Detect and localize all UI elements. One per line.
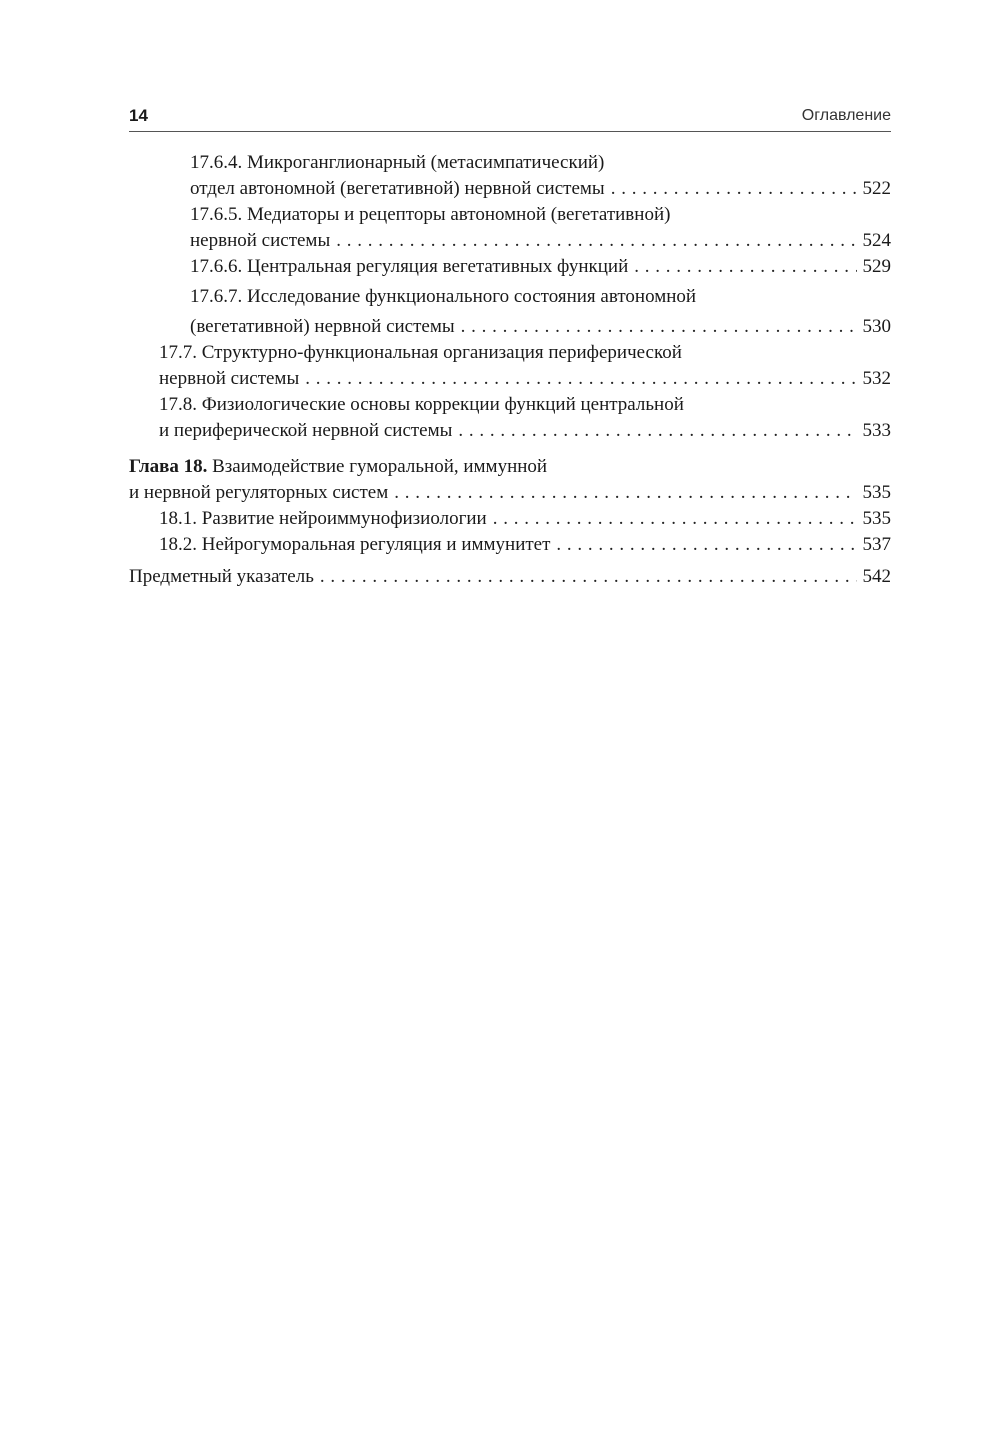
toc-entry-17-6-7[interactable] bbox=[129, 284, 891, 340]
running-title: Оглавление bbox=[801, 107, 891, 124]
chapter-label: Глава 18. bbox=[129, 456, 208, 477]
toc-chapter-18[interactable] bbox=[129, 454, 891, 506]
toc-entry-text: 17.6.5. Медиаторы и рецепторы автономной (вегетативной) bbox=[190, 204, 671, 225]
toc-entry-17-8[interactable] bbox=[129, 392, 891, 444]
toc-entry-text: Взаимодействие гуморальной, иммунной bbox=[212, 456, 548, 477]
toc-entry-text: (вегетативной) нервной системы bbox=[190, 316, 455, 337]
toc-entry-18-2[interactable] bbox=[129, 532, 891, 558]
toc-page-number: 537 bbox=[862, 534, 891, 555]
dot-leader bbox=[394, 480, 856, 506]
toc-entry-text: Предметный указатель bbox=[129, 566, 314, 587]
toc-entry-text: 17.6.4. Микроганглионарный (метасимпатический) bbox=[190, 152, 605, 173]
toc-entry-17-7[interactable] bbox=[129, 340, 891, 392]
toc-entry-text: 17.7. Структурно-функциональная организация периферической bbox=[159, 342, 682, 363]
dot-leader bbox=[336, 228, 856, 254]
dot-leader bbox=[556, 532, 856, 558]
dot-leader bbox=[461, 314, 857, 340]
toc-entry-text: нервной системы bbox=[190, 230, 331, 251]
dot-leader bbox=[634, 254, 856, 280]
toc-page-number: 533 bbox=[862, 420, 891, 441]
toc-entry-text: 17.6.7. Исследование функционального состояния автономной bbox=[190, 286, 697, 307]
toc-page-number: 522 bbox=[862, 178, 891, 199]
toc-entry-text: и нервной регуляторных систем bbox=[129, 482, 389, 503]
toc-entry-17-6-6[interactable] bbox=[129, 254, 891, 280]
dot-leader bbox=[320, 564, 857, 590]
toc-entry-17-6-5[interactable] bbox=[129, 202, 891, 254]
table-of-contents bbox=[129, 150, 891, 590]
toc-entry-text: 18.2. Нейрогуморальная регуляция и иммунитет bbox=[159, 534, 551, 555]
toc-page-number: 535 bbox=[862, 508, 891, 529]
dot-leader bbox=[305, 366, 856, 392]
toc-entry-text: 18.1. Развитие нейроиммунофизиологии bbox=[159, 508, 487, 529]
toc-entry-text: 17.8. Физиологические основы коррекции функций центральной bbox=[159, 394, 684, 415]
toc-page-number: 530 bbox=[862, 316, 891, 337]
toc-entry-text: 17.6.6. Центральная регуляция вегетативных функций bbox=[190, 256, 629, 277]
toc-page-number: 532 bbox=[862, 368, 891, 389]
toc-page-number: 535 bbox=[862, 482, 891, 503]
dot-leader bbox=[458, 418, 856, 444]
dot-leader bbox=[611, 176, 857, 202]
toc-entry-17-6-4[interactable] bbox=[129, 150, 891, 202]
page-header bbox=[129, 104, 891, 132]
toc-entry-text: и периферической нервной системы bbox=[159, 420, 453, 441]
toc-page-number: 529 bbox=[862, 256, 891, 277]
page-number: 14 bbox=[129, 106, 148, 125]
toc-entry-text: нервной системы bbox=[159, 368, 300, 389]
toc-entry-18-1[interactable] bbox=[129, 506, 891, 532]
dot-leader bbox=[493, 506, 857, 532]
toc-entry-index[interactable] bbox=[129, 564, 891, 590]
toc-page-number: 542 bbox=[862, 566, 891, 587]
toc-entry-text: отдел автономной (вегетативной) нервной системы bbox=[190, 178, 605, 199]
header-rule bbox=[129, 131, 891, 132]
toc-page-number: 524 bbox=[862, 230, 891, 251]
